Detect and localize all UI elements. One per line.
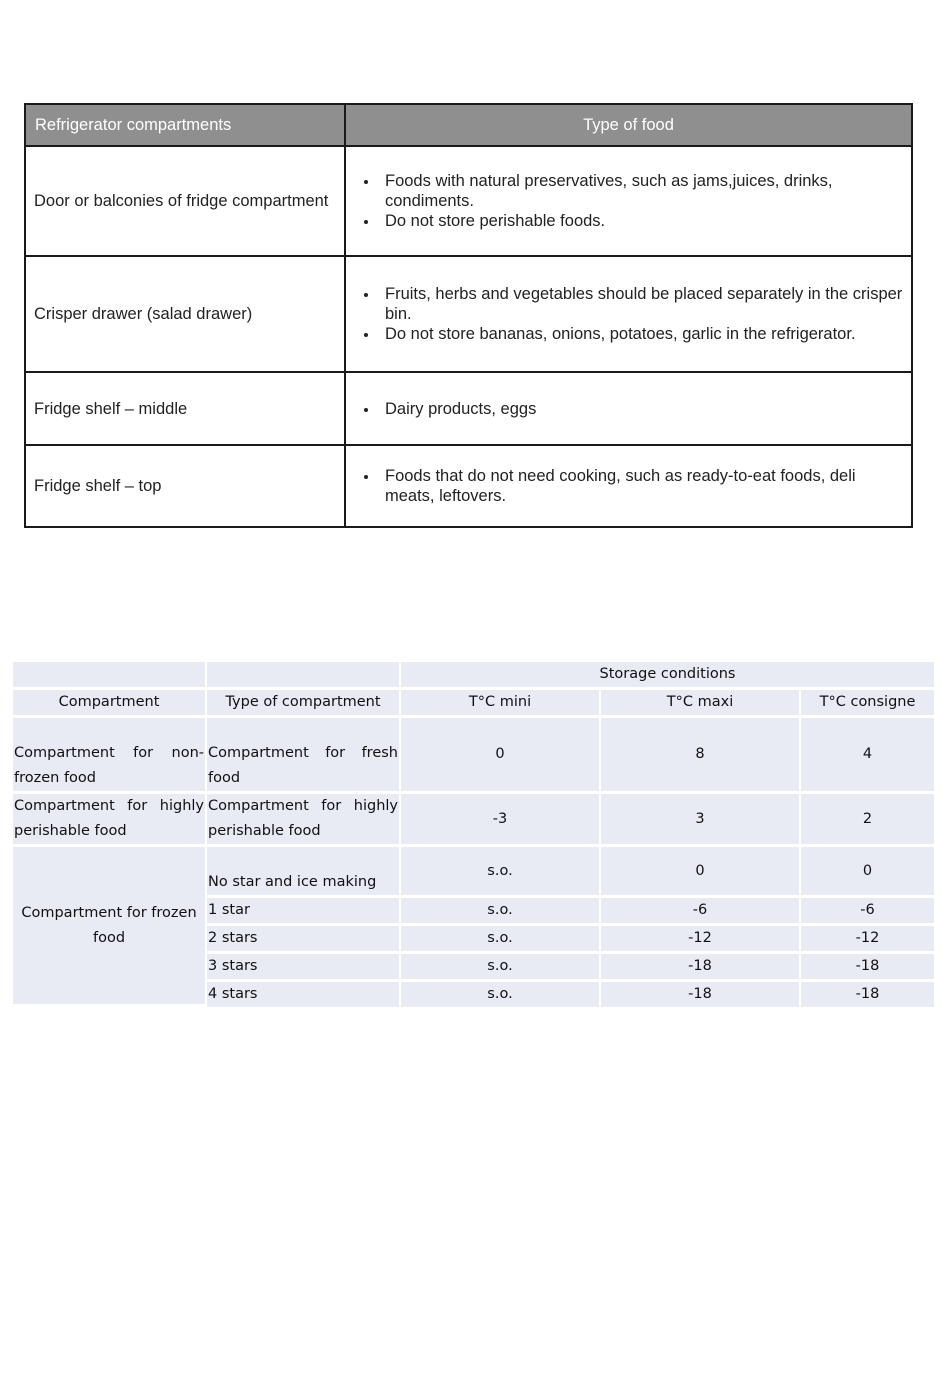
temp-mini-cell: s.o. bbox=[401, 926, 601, 954]
column-header: T°C mini bbox=[401, 690, 601, 718]
table-header-row bbox=[25, 104, 912, 146]
temp-consigne-cell: -6 bbox=[801, 898, 934, 926]
column-header: T°C maxi bbox=[601, 690, 801, 718]
type-cell: 1 star bbox=[207, 898, 401, 926]
temp-maxi-cell: 0 bbox=[601, 847, 801, 898]
temp-maxi-cell: -18 bbox=[601, 954, 801, 982]
temp-maxi-cell: -18 bbox=[601, 982, 801, 1007]
table-row bbox=[25, 445, 912, 527]
type-cell: 4 stars bbox=[207, 982, 401, 1007]
column-header: Compartment bbox=[13, 690, 207, 718]
fridge-compartments-table bbox=[24, 103, 913, 528]
compartment-cell: Crisper drawer (salad drawer) bbox=[25, 256, 345, 372]
temp-mini-cell: -3 bbox=[401, 794, 601, 847]
type-cell: 3 stars bbox=[207, 954, 401, 982]
storage-conditions-table bbox=[13, 662, 934, 1007]
type-cell: No star and ice making bbox=[207, 847, 401, 898]
temp-maxi-cell: -6 bbox=[601, 898, 801, 926]
food-item: • Foods with natural preservatives, such as jams,juices, drinks, condiments. bbox=[379, 171, 903, 211]
temp-mini-cell: s.o. bbox=[401, 982, 601, 1007]
type-cell: Compartment for fresh food bbox=[207, 718, 401, 794]
food-cell bbox=[345, 372, 912, 445]
table-row bbox=[13, 718, 934, 794]
compartment-cell: Fridge shelf – middle bbox=[25, 372, 345, 445]
column-header: Refrigerator compartments bbox=[25, 104, 345, 146]
temp-maxi-cell: -12 bbox=[601, 926, 801, 954]
compartment-cell: Fridge shelf – top bbox=[25, 445, 345, 527]
compartment-cell: Door or balconies of fridge compartment bbox=[25, 146, 345, 256]
food-list bbox=[354, 284, 903, 344]
temp-consigne-cell: -18 bbox=[801, 982, 934, 1007]
table-row bbox=[25, 256, 912, 372]
temp-consigne-cell: 0 bbox=[801, 847, 934, 898]
table-row bbox=[25, 372, 912, 445]
table-header-row bbox=[13, 690, 934, 718]
temp-consigne-cell: 2 bbox=[801, 794, 934, 847]
temp-mini-cell: s.o. bbox=[401, 954, 601, 982]
table-row bbox=[13, 847, 934, 898]
type-cell: 2 stars bbox=[207, 926, 401, 954]
temp-maxi-cell: 3 bbox=[601, 794, 801, 847]
temp-consigne-cell: -18 bbox=[801, 954, 934, 982]
temp-consigne-cell: 4 bbox=[801, 718, 934, 794]
temp-mini-cell: s.o. bbox=[401, 898, 601, 926]
food-cell bbox=[345, 445, 912, 527]
column-header: T°C consigne bbox=[801, 690, 934, 718]
food-item: • Fruits, herbs and vegetables should be placed separately in the crisper bin. bbox=[379, 284, 903, 324]
column-header: Type of compartment bbox=[207, 690, 401, 718]
compartment-cell: Compartment for frozen food bbox=[13, 847, 207, 1007]
food-cell bbox=[345, 146, 912, 256]
temp-consigne-cell: -12 bbox=[801, 926, 934, 954]
empty-cell bbox=[207, 662, 401, 690]
table-row bbox=[13, 794, 934, 847]
food-list bbox=[354, 399, 903, 419]
food-list bbox=[354, 171, 903, 231]
group-header-row bbox=[13, 662, 934, 690]
food-item: • Dairy products, eggs bbox=[379, 399, 903, 419]
empty-cell bbox=[13, 662, 207, 690]
temp-mini-cell: s.o. bbox=[401, 847, 601, 898]
table-row bbox=[25, 146, 912, 256]
food-item: • Do not store perishable foods. bbox=[379, 211, 903, 231]
food-list bbox=[354, 466, 903, 506]
food-item: • Do not store bananas, onions, potatoes, garlic in the refrigerator. bbox=[379, 324, 903, 344]
column-header: Type of food bbox=[345, 104, 912, 146]
type-cell: Compartment for highly perishable food bbox=[207, 794, 401, 847]
food-cell bbox=[345, 256, 912, 372]
storage-conditions-header: Storage conditions bbox=[401, 662, 934, 690]
food-item: • Foods that do not need cooking, such as ready-to-eat foods, deli meats, leftovers. bbox=[379, 466, 903, 506]
compartment-cell: Compartment for non-frozen food bbox=[13, 718, 207, 794]
temp-maxi-cell: 8 bbox=[601, 718, 801, 794]
compartment-cell: Compartment for highly perishable food bbox=[13, 794, 207, 847]
temp-mini-cell: 0 bbox=[401, 718, 601, 794]
